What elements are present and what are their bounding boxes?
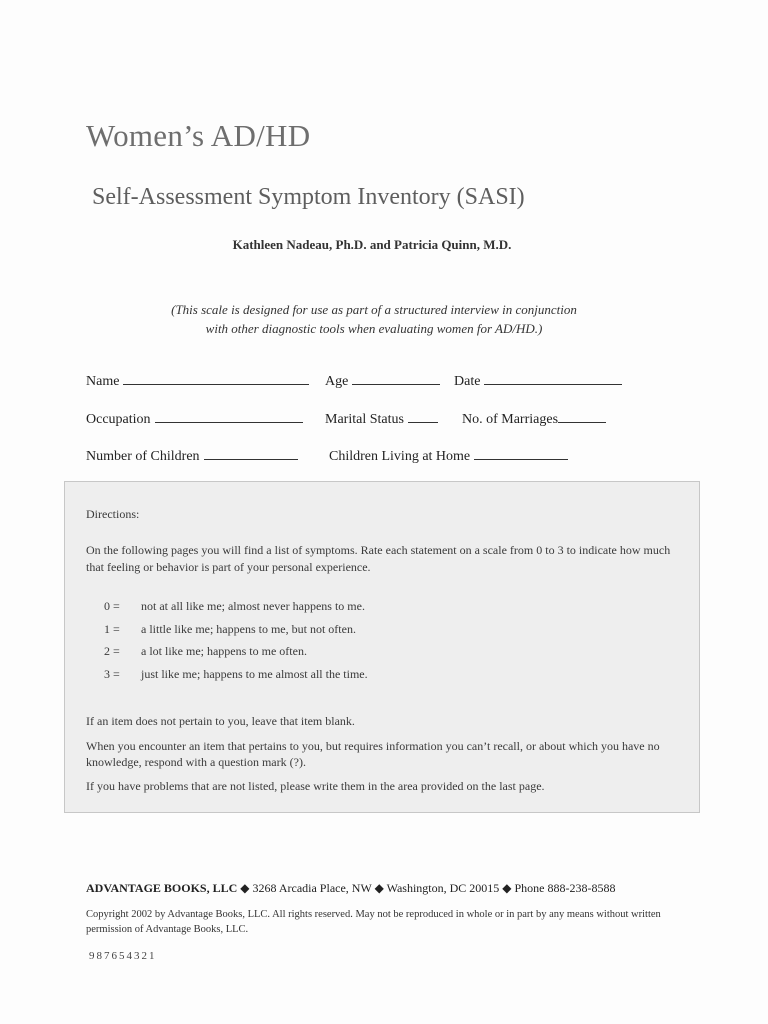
authors xyxy=(0,237,768,253)
date-input-line[interactable] xyxy=(484,372,622,385)
document-title: Women’s AD/HD xyxy=(86,118,311,153)
blank-instruction: If an item does not pertain to you, leave that item blank. xyxy=(86,714,355,728)
date-field xyxy=(454,372,622,390)
authors-text: Kathleen Nadeau, Ph.D. and Patricia Quinn, M.D. xyxy=(232,237,512,252)
scale-description: a little like me; happens to me, but not often. xyxy=(141,621,356,636)
age-field xyxy=(325,372,440,390)
marital-status-input-line[interactable] xyxy=(408,410,438,423)
publisher-name: ADVANTAGE BOOKS, LLC xyxy=(86,881,238,895)
scale-item xyxy=(104,599,368,622)
children-home-input-line[interactable] xyxy=(474,447,568,460)
children-home-field xyxy=(329,447,568,465)
scale-value: 2 = xyxy=(104,644,120,658)
date-label: Date xyxy=(454,374,481,389)
scale-description: just like me; happens to me almost all the time. xyxy=(141,666,368,681)
rating-scale xyxy=(104,599,368,689)
usage-note-line-1: (This scale is designed for use as part of a structured interview in conjunction xyxy=(171,302,577,317)
children-home-label: Children Living at Home xyxy=(329,449,471,464)
marriages-field xyxy=(462,410,606,428)
scale-value: 1 = xyxy=(104,621,120,636)
directions-intro: On the following pages you will find a list of symptoms. Rate each statement on a scale from 0 to 3 to indicate how much that feeling or behavior is part of your personal experience. xyxy=(86,543,671,574)
marital-status-label: Marital Status xyxy=(325,412,404,427)
print-number: 987654321 xyxy=(89,950,157,962)
occupation-input-line[interactable] xyxy=(155,410,303,423)
age-label: Age xyxy=(325,374,349,389)
marriages-input-line[interactable] xyxy=(558,410,606,423)
scale-value: 3 = xyxy=(104,666,120,681)
publisher-address: ◆ 3268 Arcadia Place, NW ◆ Washington, DC 20015 ◆ Phone 888-238-8588 xyxy=(240,881,616,895)
problems-instruction: If you have problems that are not listed, please write them in the area provided on the last page. xyxy=(86,779,545,793)
directions-box xyxy=(64,481,700,813)
document-subtitle: Self-Assessment Symptom Inventory (SASI) xyxy=(92,184,525,210)
scale-item xyxy=(104,644,368,667)
occupation-field xyxy=(86,410,303,428)
scale-item xyxy=(104,622,368,645)
publisher-line xyxy=(86,881,616,896)
children-label: Number of Children xyxy=(86,449,200,464)
marital-status-field xyxy=(325,410,438,428)
recall-instruction: When you encounter an item that pertains to you, but requires information you can’t recall, or about which you have no knowledge, respond with a question mark (?). xyxy=(86,739,660,769)
scale-description: a lot like me; happens to me often. xyxy=(141,644,307,658)
children-field xyxy=(86,447,298,465)
usage-note-line-2: with other diagnostic tools when evaluating women for AD/HD.) xyxy=(205,321,543,336)
copyright-notice: Copyright 2002 by Advantage Books, LLC. All rights reserved. May not be reproduced in whole or in part by any means without written permission of Advantage Books, LLC. xyxy=(86,909,661,935)
age-input-line[interactable] xyxy=(352,372,440,385)
name-input-line[interactable] xyxy=(123,372,309,385)
marriages-label: No. of Marriages xyxy=(462,412,559,427)
scale-item xyxy=(104,667,368,690)
name-label: Name xyxy=(86,374,120,389)
directions-heading: Directions: xyxy=(86,507,140,521)
scale-value: 0 = xyxy=(104,599,120,613)
usage-note xyxy=(0,300,768,338)
name-field xyxy=(86,372,309,390)
occupation-label: Occupation xyxy=(86,412,151,427)
children-input-line[interactable] xyxy=(204,447,298,460)
scale-description: not at all like me; almost never happens to me. xyxy=(141,599,365,613)
